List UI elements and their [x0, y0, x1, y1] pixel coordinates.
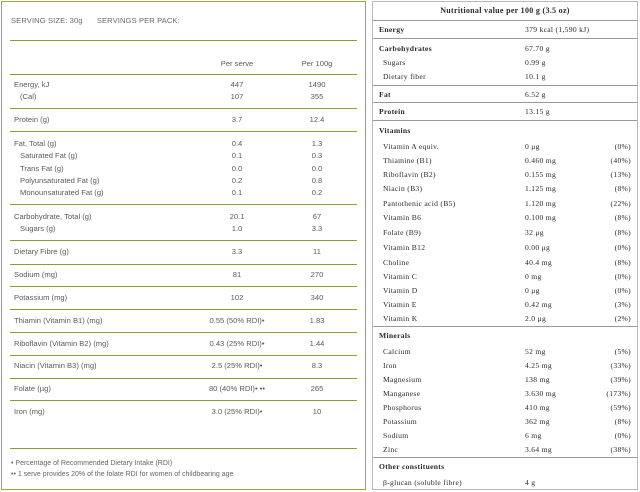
- section-header: [373, 125, 637, 136]
- nutrient-value: 0 μg: [525, 286, 540, 295]
- nutrient-value: 138 mg: [525, 375, 550, 384]
- nutrient-pct: (13%): [610, 170, 631, 179]
- section-header: [373, 461, 637, 472]
- list-item: [373, 313, 637, 324]
- list-item: [373, 89, 637, 100]
- nutrient-name: Vitamin K: [383, 314, 418, 323]
- nutrient-name: Fat: [379, 90, 391, 99]
- divider: [10, 378, 357, 379]
- nutrient-value: 0 mg: [525, 272, 542, 281]
- per-100g-value: 10: [312, 407, 322, 416]
- table-row: [2, 407, 365, 417]
- divider: [373, 326, 637, 327]
- per-serve-value: 0.55 (50% RDI)•: [209, 316, 265, 325]
- nutrient-pct: (0%): [614, 243, 631, 252]
- section-header: [373, 330, 637, 341]
- per-serve-value: 107: [230, 92, 244, 101]
- per-100g-value: 3.3: [311, 224, 323, 233]
- nutrient-name: Carbohydrates: [379, 44, 432, 53]
- nutrient-name: Choline: [383, 258, 410, 267]
- divider: [10, 355, 357, 356]
- nutrient-pct: (38%): [610, 445, 631, 454]
- footnote-folate: •• 1 serve provides 20% of the folate RDI for women of childbearing age: [11, 471, 234, 478]
- nutrient-value: 1.125 mg: [525, 184, 557, 193]
- table-row: [2, 139, 365, 149]
- col-per-serve: Per serve: [220, 59, 254, 68]
- row-label: Fat, Total (g): [14, 139, 57, 148]
- row-label: Niacin (Vitamin B3) (mg): [14, 361, 97, 370]
- per-100g-value: 0.2: [311, 188, 323, 197]
- divider: [10, 108, 357, 109]
- row-label: Sodium (mg): [14, 270, 58, 279]
- nutrient-name: Dietary fiber: [383, 72, 426, 81]
- per-serve-value: 0.4: [231, 139, 243, 148]
- nutrient-value: 0.155 mg: [525, 170, 557, 179]
- table-row: [2, 115, 365, 125]
- list-item: [373, 198, 637, 209]
- table-row: [2, 384, 365, 394]
- nutrient-value: 3.630 mg: [525, 389, 557, 398]
- nutrient-name: Thiamine (B1): [383, 156, 432, 165]
- nutrient-name: Vitamin D: [383, 286, 418, 295]
- per-100g-value: 0.3: [311, 151, 323, 160]
- list-item: [373, 57, 637, 68]
- nutrient-value: 10.1 g: [525, 72, 546, 81]
- row-label: Carbohydrate, Total (g): [14, 212, 92, 221]
- row-label: Iron (mg): [14, 407, 45, 416]
- divider: [10, 309, 357, 310]
- divider: [10, 332, 357, 333]
- nutrient-name: Folate (B9): [383, 228, 422, 237]
- per-serve-value: 0.43 (25% RDI)•: [209, 339, 265, 348]
- nutrient-pct: (8%): [614, 228, 631, 237]
- list-item: [373, 416, 637, 427]
- list-item: [373, 285, 637, 296]
- table-row: [2, 212, 365, 222]
- per-100g-value: 265: [310, 384, 324, 393]
- per-serve-value: 1.0: [231, 224, 243, 233]
- per-serve-value: 3.7: [231, 115, 243, 124]
- nutrient-name: Vitamin B12: [383, 243, 426, 252]
- nutrient-pct: (0%): [614, 272, 631, 281]
- table-row: [2, 164, 365, 174]
- per-serve-value: 0.0: [231, 164, 243, 173]
- divider: [10, 400, 357, 401]
- nutrition-panel-left: [1, 1, 366, 490]
- table-row: [2, 361, 365, 371]
- list-item: [373, 212, 637, 223]
- list-item: [373, 360, 637, 371]
- nutrient-value: 0.42 mg: [525, 300, 552, 309]
- nutrient-value: 32 μg: [525, 228, 544, 237]
- table-row: [2, 188, 365, 198]
- nutrient-pct: (0%): [614, 286, 631, 295]
- list-item: [373, 257, 637, 268]
- nutrient-pct: (22%): [610, 199, 631, 208]
- table-row: [2, 80, 365, 90]
- divider: [10, 240, 357, 241]
- per-100g-value: 355: [310, 92, 324, 101]
- nutrient-name: Vitamin A equiv.: [383, 142, 439, 151]
- nutrient-name: Phosphorus: [383, 403, 422, 412]
- list-item: [373, 242, 637, 253]
- nutrient-value: 4 g: [525, 478, 536, 487]
- servings-per-pack: SERVINGS PER PACK:: [96, 16, 180, 25]
- list-item: [373, 271, 637, 282]
- list-item: [373, 106, 637, 117]
- nutrient-value: 2.0 μg: [525, 314, 547, 323]
- nutrient-name: Calcium: [383, 347, 411, 356]
- nutrient-name: Niacin (B3): [383, 184, 423, 193]
- nutrition-panel-right: [372, 1, 638, 490]
- row-label: Protein (g): [14, 115, 50, 124]
- table-row: [2, 224, 365, 234]
- list-item: [373, 227, 637, 238]
- per-serve-value: 2.5 (25% RDI)•: [211, 361, 263, 370]
- list-item: [373, 183, 637, 194]
- list-item: [373, 155, 637, 166]
- per-100g-value: 1.83: [309, 316, 325, 325]
- per-100g-value: 11: [313, 247, 321, 256]
- per-100g-value: 8.3: [311, 361, 323, 370]
- divider: [10, 204, 357, 205]
- list-item: [373, 24, 637, 35]
- table-row: [2, 247, 365, 257]
- row-label: Dietary Fibre (g): [14, 247, 69, 256]
- list-item: [373, 43, 637, 54]
- row-label: Saturated Fat (g): [20, 151, 78, 160]
- list-item: [373, 402, 637, 413]
- per-100g-value: 340: [310, 293, 324, 302]
- divider: [373, 85, 637, 86]
- per-100g-value: 1.44: [309, 339, 325, 348]
- nutrient-value: 0.100 mg: [525, 213, 557, 222]
- nutrient-pct: (5%): [614, 347, 631, 356]
- serving-size: SERVING SIZE: 30g: [11, 16, 83, 25]
- nutrient-value: 410 mg: [525, 403, 550, 412]
- nutrient-name: Protein: [379, 107, 406, 116]
- nutrient-name: Riboflavin (B2): [383, 170, 436, 179]
- nutrient-value: 52 mg: [525, 347, 546, 356]
- divider: [10, 74, 357, 75]
- table-row: [2, 316, 365, 326]
- nutrient-pct: (40%): [610, 156, 631, 165]
- row-label: (Cal): [20, 92, 37, 101]
- nutrient-name: Zinc: [383, 445, 399, 454]
- per-serve-value: 3.0 (25% RDI)•: [211, 407, 263, 416]
- divider: [10, 264, 357, 265]
- per-serve-value: 20.1: [229, 212, 245, 221]
- panel-title: Nutritional value per 100 g (3.5 oz): [440, 6, 570, 15]
- list-item: [373, 141, 637, 152]
- list-item: [373, 444, 637, 455]
- table-row: [2, 176, 365, 186]
- col-per-100g: Per 100g: [301, 59, 333, 68]
- nutrient-value: 13.15 g: [525, 107, 550, 116]
- divider: [373, 38, 637, 39]
- nutrient-value: 379 kcal (1,590 kJ): [525, 25, 590, 34]
- nutrient-value: 40.4 mg: [525, 258, 552, 267]
- nutrient-pct: (8%): [614, 417, 631, 426]
- per-100g-value: 0.0: [311, 164, 323, 173]
- per-serve-value: 0.1: [231, 188, 243, 197]
- nutrient-value: 67.70 g: [525, 44, 550, 53]
- serving-info: [11, 16, 180, 25]
- divider: [373, 120, 637, 121]
- per-100g-value: 67: [312, 212, 322, 221]
- per-100g-value: 0.8: [311, 176, 323, 185]
- nutrient-value: 362 mg: [525, 417, 550, 426]
- list-item: [373, 169, 637, 180]
- row-label: Thiamin (Vitamin B1) (mg): [14, 316, 103, 325]
- nutrient-name: Vitamin E: [383, 300, 417, 309]
- row-label: Energy, kJ: [14, 80, 50, 89]
- divider: [373, 20, 637, 21]
- row-label: Riboflavin (Vitamin B2) (mg): [14, 339, 109, 348]
- row-label: Polyunsaturated Fat (g): [20, 176, 100, 185]
- row-label: Trans Fat (g): [20, 164, 64, 173]
- nutrient-name: Vitamin C: [383, 272, 418, 281]
- nutrient-value: 4.25 mg: [525, 361, 552, 370]
- section-title: Minerals: [379, 331, 411, 340]
- per-100g-value: 1490: [308, 80, 326, 89]
- divider: [10, 40, 357, 41]
- list-item: [373, 477, 637, 488]
- table-row: [2, 151, 365, 161]
- nutrient-pct: (33%): [610, 361, 631, 370]
- row-label: Potassium (mg): [14, 293, 68, 302]
- nutrient-pct: (59%): [610, 403, 631, 412]
- nutrient-name: β-glucan (soluble fibre): [383, 478, 462, 487]
- nutrient-pct: (0%): [614, 431, 631, 440]
- nutrient-name: Potassium: [383, 417, 417, 426]
- per-serve-value: 102: [230, 293, 244, 302]
- divider: [10, 286, 357, 287]
- list-item: [373, 430, 637, 441]
- nutrient-name: Manganese: [383, 389, 421, 398]
- nutrient-value: 0.99 g: [525, 58, 546, 67]
- per-100g-value: 1.3: [311, 139, 323, 148]
- row-label: Monounsaturated Fat (g): [20, 188, 104, 197]
- divider: [373, 457, 637, 458]
- per-serve-value: 0.2: [231, 176, 243, 185]
- nutrient-value: 0.00 μg: [525, 243, 551, 252]
- row-label: Folate (µg): [14, 384, 51, 393]
- nutrient-value: 1.120 mg: [525, 199, 557, 208]
- nutrient-pct: (8%): [614, 184, 631, 193]
- nutrient-value: 6 mg: [525, 431, 542, 440]
- nutrient-value: 0 μg: [525, 142, 540, 151]
- list-item: [373, 299, 637, 310]
- per-100g-value: 270: [310, 270, 324, 279]
- nutrient-name: Energy: [379, 25, 405, 34]
- nutrient-value: 6.52 g: [525, 90, 546, 99]
- table-row: [2, 339, 365, 349]
- per-serve-value: 80 (40% RDI)• ••: [208, 384, 266, 393]
- nutrient-name: Pantothenic acid (B5): [383, 199, 456, 208]
- list-item: [373, 346, 637, 357]
- nutrient-pct: (2%): [614, 314, 631, 323]
- nutrient-pct: (3%): [614, 300, 631, 309]
- per-serve-value: 0.1: [231, 151, 243, 160]
- table-row: [2, 293, 365, 303]
- nutrient-pct: (39%): [610, 375, 631, 384]
- row-label: Sugars (g): [20, 224, 56, 233]
- divider: [373, 102, 637, 103]
- nutrient-name: Sodium: [383, 431, 409, 440]
- nutrient-pct: (0%): [614, 142, 631, 151]
- list-item: [373, 388, 637, 399]
- footnote-rdi: • Percentage of Recommended Dietary Intake (RDI): [11, 460, 173, 467]
- section-title: Other constituents: [379, 462, 445, 471]
- per-serve-value: 81: [232, 270, 242, 279]
- divider: [10, 131, 357, 132]
- per-serve-value: 447: [230, 80, 244, 89]
- nutrient-name: Vitamin B6: [383, 213, 422, 222]
- section-title: Vitamins: [379, 126, 411, 135]
- list-item: [373, 374, 637, 385]
- table-row: [2, 92, 365, 102]
- nutrient-name: Magnesium: [383, 375, 422, 384]
- nutrient-name: Sugars: [383, 58, 406, 67]
- nutrient-value: 3.64 mg: [525, 445, 552, 454]
- nutrient-name: Iron: [383, 361, 397, 370]
- per-serve-value: 3.3: [231, 247, 243, 256]
- nutrient-pct: (8%): [614, 258, 631, 267]
- nutrient-pct: (173%): [606, 389, 631, 398]
- list-item: [373, 71, 637, 82]
- table-row: [2, 270, 365, 280]
- nutrient-pct: (8%): [614, 213, 631, 222]
- per-100g-value: 12.4: [309, 115, 325, 124]
- nutrient-value: 0.460 mg: [525, 156, 557, 165]
- divider: [10, 448, 357, 449]
